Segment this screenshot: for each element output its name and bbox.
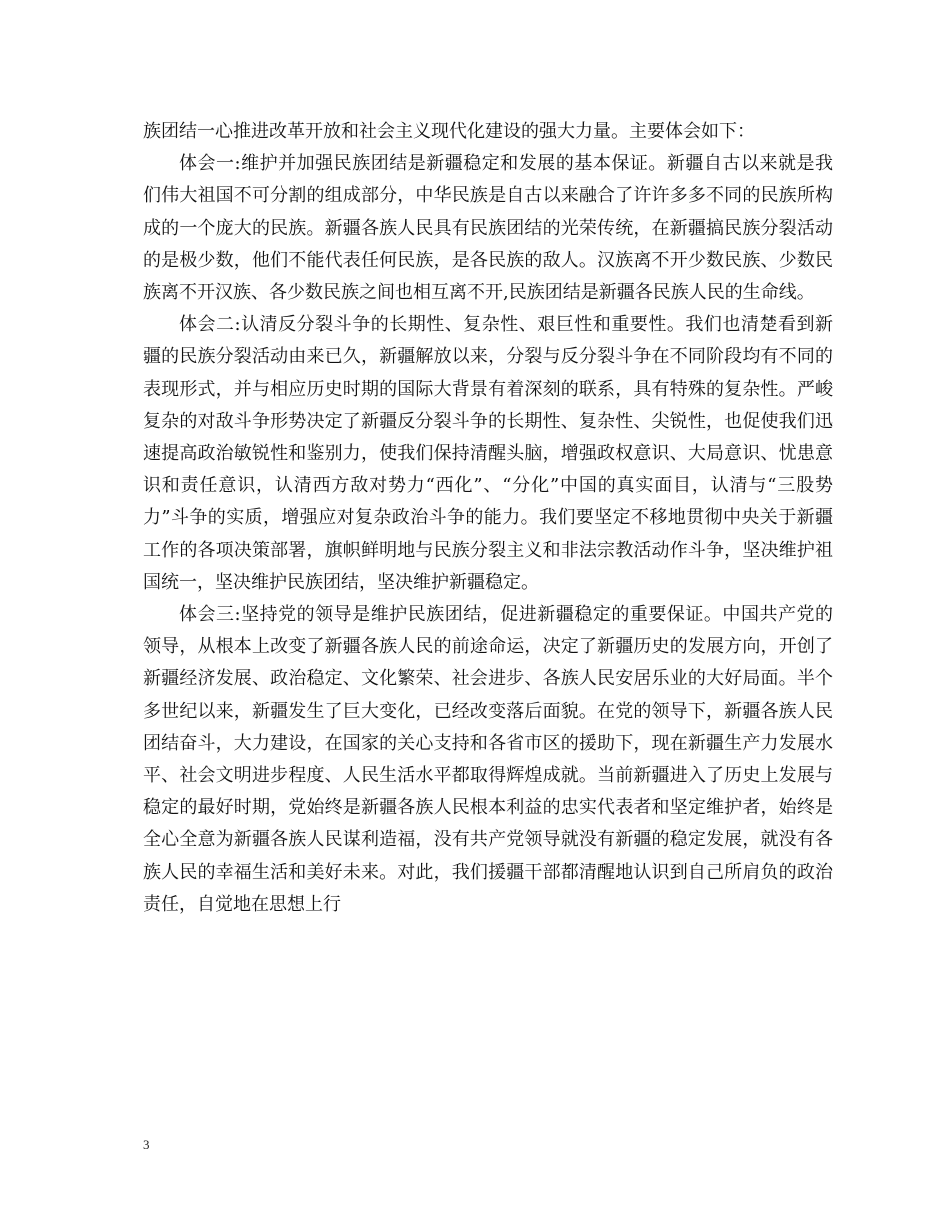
document-body: [143, 116, 833, 921]
paragraph-insight-two: 体会二:认清反分裂斗争的长期性、复杂性、艰巨性和重要性。我们也清楚看到新疆的民族分裂活动由来已久，新疆解放以来，分裂与反分裂斗争在不同阶段均有不同的表现形式，并与相应历史时期的国际大背景有着深刻的联系，具有特殊的复杂性。严峻复杂的对敌斗争形势决定了新疆反分裂斗争的长期性、复杂性、尖锐性，也促使我们迅速提高政治敏锐性和鉴别力，使我们保持清醒头脑，增强政权意识、大局意识、忧患意识和责任意识，认清西方敌对势力“西化”、“分化”中国的真实面目，认清与“三股势力”斗争的实质，增强应对复杂政治斗争的能力。我们要坚定不移地贯彻中央关于新疆工作的各项决策部署，旗帜鲜明地与民族分裂主义和非法宗教活动作斗争，坚决维护祖国统一，坚决维护民族团结，坚决维护新疆稳定。: [143, 314, 833, 593]
paragraph-insight-one: 体会一:维护并加强民族团结是新疆稳定和发展的基本保证。新疆自古以来就是我们伟大祖国不可分割的组成部分，中华民族是自古以来融合了许许多多不同的民族所构成的一个庞大的民族。新疆各族人民具有民族团结的光荣传统，在新疆搞民族分裂活动的是极少数，他们不能代表任何民族，是各民族的敌人。汉族离不开少数民族、少数民族离不开汉族、各少数民族之间也相互离不开,民族团结是新疆各民族人民的生命线。: [143, 153, 833, 304]
page-number: 3: [143, 1137, 150, 1152]
paragraph-continuation: 族团结一心推进改革开放和社会主义现代化建设的强大力量。主要体会如下：: [143, 121, 755, 142]
paragraph-insight-three: 体会三:坚持党的领导是维护民族团结，促进新疆稳定的重要保证。中国共产党的领导，从根本上改变了新疆各族人民的前途命运，决定了新疆历史的发展方向，开创了新疆经济发展、政治稳定、文化繁荣、社会进步、各族人民安居乐业的大好局面。半个多世纪以来，新疆发生了巨大变化，已经改变落后面貌。在党的领导下，新疆各族人民团结奋斗，大力建设，在国家的关心支持和各省市区的援助下，现在新疆生产力发展水平、社会文明进步程度、人民生活水平都取得辉煌成就。当前新疆进入了历史上发展与稳定的最好时期，党始终是新疆各族人民根本利益的忠实代表者和坚定维护者，始终是全心全意为新疆各族人民谋利造福，没有共产党领导就没有新疆的稳定发展，就没有各族人民的幸福生活和美好未来。对此，我们援疆干部都清醒地认识到自己所肩负的政治责任，自觉地在思想上行: [143, 604, 833, 915]
